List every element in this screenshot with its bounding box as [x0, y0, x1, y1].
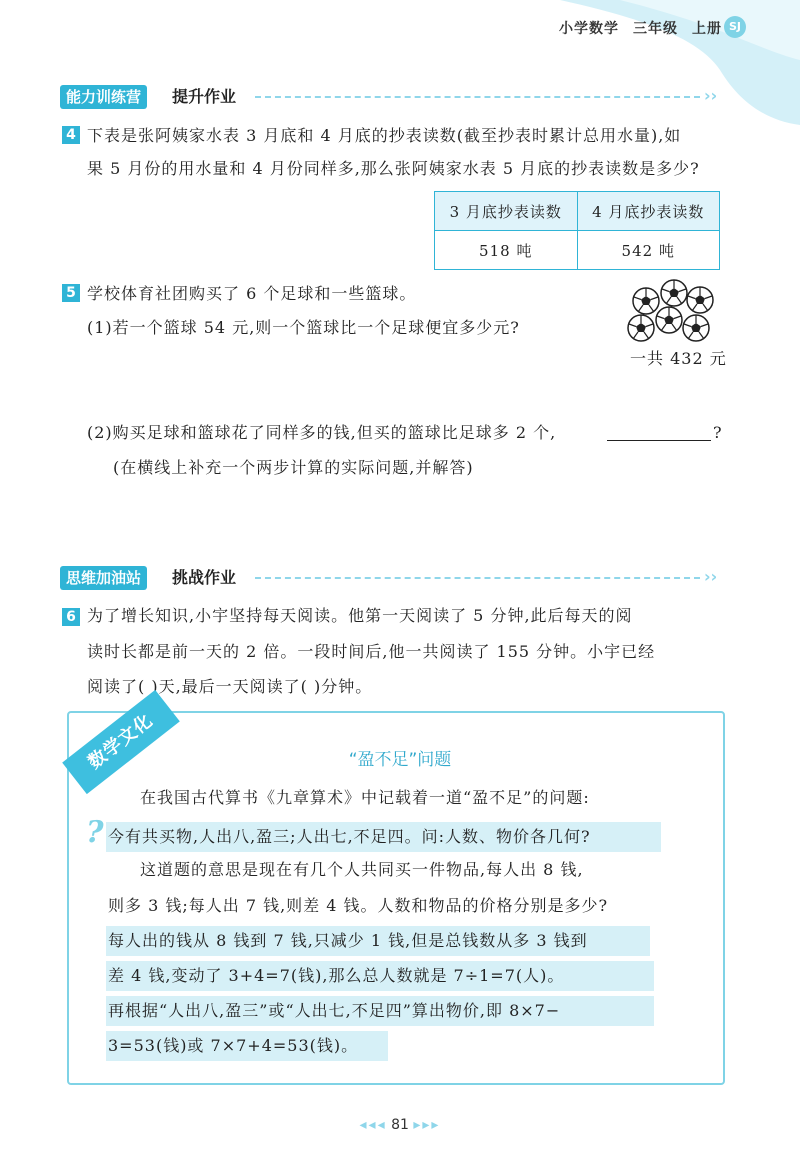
section1-divider — [255, 96, 700, 98]
culture-solution-line2: 差 4 钱,变动了 3+4=7(钱),那么总人数就是 7÷1=7(人)。 — [108, 966, 565, 985]
question-6-number: 6 — [62, 608, 80, 626]
soccer-balls-icon — [624, 276, 720, 346]
culture-paragraph-3a: 这道题的意思是现在有几个人共同买一件物品,每人出 8 钱, — [140, 860, 584, 879]
table-value-april: 542 吨 — [577, 231, 720, 270]
table-value-march: 518 吨 — [435, 231, 578, 270]
question-5-note: (在横线上补充一个两步计算的实际问题,并解答) — [113, 458, 474, 477]
question-4-line1: 下表是张阿姨家水表 3 月底和 4 月底的抄表读数(截至抄表时累计总用水量),如 — [87, 126, 682, 145]
table-header-april: 4 月底抄表读数 — [577, 192, 720, 231]
math-culture-ribbon: 数学文化 — [62, 690, 180, 794]
question-6-line3: 阅读了( )天,最后一天阅读了( )分钟。 — [87, 677, 373, 696]
math-culture-title: “盈不足”问题 — [348, 750, 452, 770]
question-5-part2: (2)购买足球和篮球花了同样多的钱,但买的篮球比足球多 2 个, — [87, 423, 557, 442]
section2-arrow-icon: ›› — [704, 567, 718, 586]
water-meter-table — [434, 191, 720, 270]
section2-divider — [255, 577, 700, 579]
culture-ancient-problem: 今有共买物,人出八,盈三;人出七,不足四。问:人数、物价各几何? — [108, 827, 591, 846]
section2-badge: 思维加油站 — [60, 566, 147, 590]
header-grade: 三年级 — [633, 21, 678, 37]
culture-solution-line1: 每人出的钱从 8 钱到 7 钱,只减少 1 钱,但是总钱数从多 3 钱到 — [108, 931, 588, 950]
page-header — [545, 18, 722, 38]
question-4-number: 4 — [62, 126, 80, 144]
question-4-line2: 果 5 月份的用水量和 4 月份同样多,那么张阿姨家水表 5 月底的抄表读数是多少? — [87, 159, 700, 178]
soccer-total-caption: 一共 432 元 — [630, 349, 727, 368]
culture-solution-line4: 3=53(钱)或 7×7+4=53(钱)。 — [108, 1036, 359, 1055]
question-5-part2-end: ? — [713, 423, 723, 442]
question-5-number: 5 — [62, 284, 80, 302]
question-5-line1: 学校体育社团购买了 6 个足球和一些篮球。 — [87, 284, 417, 303]
question-5-part1: (1)若一个篮球 54 元,则一个篮球比一个足球便宜多少元? — [87, 318, 520, 337]
section2-subtitle: 挑战作业 — [172, 568, 237, 587]
question-6-line2: 读时长都是前一天的 2 倍。一段时间后,他一共阅读了 155 分钟。小宇已经 — [87, 642, 656, 661]
page-number: 81 — [391, 1117, 409, 1133]
header-subject: 小学数学 — [559, 21, 619, 37]
page-footer — [0, 1117, 800, 1133]
footer-left-arrows-icon: ◂◂◂ — [359, 1117, 387, 1133]
section1-badge: 能力训练营 — [60, 85, 147, 109]
culture-paragraph-1: 在我国古代算书《九章算术》中记载着一道“盈不足”的问题: — [140, 788, 590, 807]
section1-subtitle: 提升作业 — [172, 87, 237, 106]
section1-arrow-icon: ›› — [704, 86, 718, 105]
header-term: 上册 — [692, 21, 722, 37]
question-mark-icon: ? — [86, 815, 104, 850]
header-badge: SJ — [724, 16, 746, 38]
question-6-line1: 为了增长知识,小宇坚持每天阅读。他第一天阅读了 5 分钟,此后每天的阅 — [87, 606, 633, 625]
footer-right-arrows-icon: ▸▸▸ — [413, 1117, 441, 1133]
culture-paragraph-3b: 则多 3 钱;每人出 7 钱,则差 4 钱。人数和物品的价格分别是多少? — [108, 896, 609, 915]
culture-solution-line3: 再根据“人出八,盈三”或“人出七,不足四”算出物价,即 8×7− — [108, 1001, 561, 1020]
answer-blank-line[interactable] — [607, 440, 711, 441]
table-header-march: 3 月底抄表读数 — [435, 192, 578, 231]
